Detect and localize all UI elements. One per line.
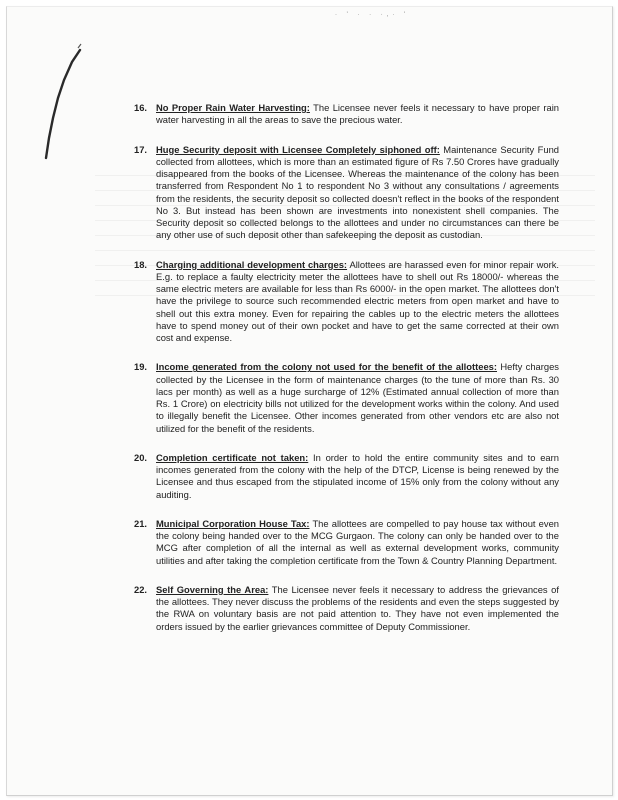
list-item <box>134 584 559 633</box>
item-text: Allottees are harassed even for minor repair work. E.g. to replace a faulty electricity meter the allottees have to shell out Rs 18000/- whereas the same electric meters are available for less than Rs 6000/- in the open market. The allottees don't have the privilege to source such recommended electric meters from open market and have to shell out this extra money. Even for repairing the cables up to the electric meters the allottees have to spend money out of their own pocket and have to get the same corrected at their own cost and expense. <box>156 258 559 343</box>
scan-edge-shadow <box>0 0 90 180</box>
item-body <box>156 584 559 633</box>
item-text: The Licensee never feels it necessary to have proper rain water harvesting in all the areas to save the precious water. <box>156 102 559 126</box>
item-heading: Income generated from the colony not used for the benefit of the allottees: <box>156 361 498 373</box>
item-body <box>156 102 559 127</box>
item-heading: No Proper Rain Water Harvesting: <box>156 102 310 113</box>
item-text: The Licensee never feels it necessary to address the grievances of the allottees. They never discuss the problems of the residents and even the steps suggested by the RWA on voluntary basis are not paid attention to. They have not even implemented the orders issued by the earlier grievances committee of Deputy Commissioner. <box>156 583 559 632</box>
item-heading: Municipal Corporation House Tax: <box>156 517 310 529</box>
item-text: Maintenance Security Fund collected from allottees, which is more than an estimated figure of Rs 7.50 Crores have gradually disappeared from the books of the Licensee. Whereas the maintenance of the colony has been transferred from Respondent No 1 to respondent No 3 without any consultations / agreements from the residents, the security deposit so collected doesn't reflect in the books of the respondent No 3. But instead has been shown are investments into nonexistent shell companies. The Security deposit so collected belongs to the allottees and under no circumstances can there be any other use of such deposit other than safekeeping the deposit as custodian. <box>156 143 560 241</box>
item-text: In order to hold the entire community sites and to earn incomes generated from the colony with the help of the DTCP, License is being renewed by the Licensee and thus escaped from the stipulated income of 15% only from the colony without any auditing. <box>156 451 559 500</box>
list-item <box>134 144 559 242</box>
item-number: 16. <box>134 102 148 113</box>
item-body <box>156 361 559 435</box>
item-heading: Huge Security deposit with Licensee Completely siphoned off: <box>156 143 440 155</box>
item-body <box>156 518 559 567</box>
item-text: Hefty charges collected by the Licensee in the form of maintenance charges (to the tune of more than Rs. 30 lacs per month) as well as a huge surcharge of 12% (Estimated annual collection of more than Rs. 1 Crore) on electricity bills not utilized for the development works within the colony. And used to illegally benefit the Licensee. Other incomes generated from other vendors etc are also not utilized for the benefit of the residents. <box>156 361 559 434</box>
item-number: 18. <box>134 258 148 270</box>
item-body <box>156 259 559 345</box>
list-item <box>134 518 559 567</box>
item-number: 20. <box>134 451 148 463</box>
item-text: The allottees are compelled to pay house tax without even the colony being handed over to the MCG Gurgaon. The colony can only be handed over to the MCG after completion of all the internal as well as external development works, community utilities and after taking the completion certificate from the Town & Country Planning Department. <box>156 517 560 566</box>
item-heading: Charging additional development charges: <box>156 258 348 270</box>
list-item <box>134 452 559 501</box>
item-heading: Self Governing the Area: <box>156 583 269 595</box>
item-number: 17. <box>134 143 148 155</box>
item-number: 22. <box>134 583 148 595</box>
list-item <box>134 102 559 127</box>
list-item <box>134 361 559 435</box>
list-item <box>134 259 559 345</box>
item-body <box>156 452 559 501</box>
item-number: 21. <box>134 517 148 529</box>
document-body <box>134 102 559 633</box>
scan-speckles: · ' · · ·,· ' <box>335 12 410 18</box>
item-number: 19. <box>134 361 148 373</box>
item-body <box>156 144 559 242</box>
item-heading: Completion certificate not taken: <box>156 451 309 463</box>
